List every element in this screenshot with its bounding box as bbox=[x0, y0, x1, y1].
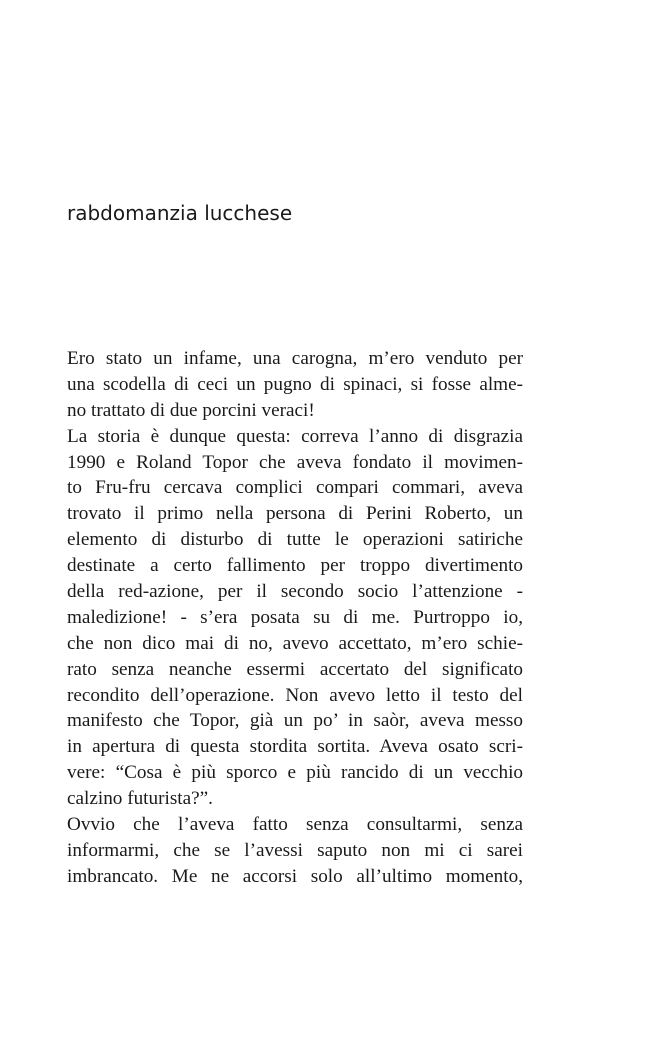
text-line: no trattato di due porcini veraci! bbox=[67, 399, 315, 421]
text-line: recondito dell’operazione. Non avevo letto il testo del bbox=[67, 684, 523, 706]
text-line: della red-azione, per il secondo socio l’attenzione - bbox=[67, 581, 523, 603]
text-line: vere: “Cosa è più sporco e più rancido di un vecchio bbox=[67, 762, 523, 784]
text-line: informarmi, che se l’avessi saputo non mi ci sarei bbox=[67, 839, 523, 861]
text-line: maledizione! - s’era posata su di me. Purtroppo io, bbox=[67, 606, 523, 628]
text-line: trovato il primo nella persona di Perini Roberto, un bbox=[67, 503, 523, 525]
text-line: una scodella di ceci un pugno di spinaci, si fosse alme- bbox=[67, 373, 523, 395]
text-line: Ero stato un infame, una carogna, m’ero venduto per bbox=[67, 348, 523, 369]
text-line: destinate a certo fallimento per troppo divertimento bbox=[67, 555, 523, 577]
text-line: manifesto che Topor, già un po’ in saòr, aveva messo bbox=[67, 710, 523, 732]
text-line: rato senza neanche essermi accertato del significato bbox=[67, 658, 523, 680]
text-line: che non dico mai di no, avevo accettato, m’ero schie- bbox=[67, 632, 523, 654]
text-line: 1990 e Roland Topor che aveva fondato il movimen- bbox=[67, 451, 523, 473]
text-line: to Fru-fru cercava complici compari commari, aveva bbox=[67, 477, 523, 499]
text-line: La storia è dunque questa: correva l’anno di disgrazia bbox=[67, 425, 523, 447]
text-line: imbrancato. Me ne accorsi solo all’ultimo momento, bbox=[67, 865, 523, 887]
text-line: elemento di disturbo di tutte le operazioni satiriche bbox=[67, 529, 523, 551]
text-line: calzino futurista?”. bbox=[67, 788, 213, 810]
chapter-title: rabdomanzia lucchese bbox=[67, 201, 293, 225]
text-line: in apertura di questa stordita sortita. Aveva osato scri- bbox=[67, 736, 523, 758]
body-text bbox=[67, 346, 523, 890]
text-line: Ovvio che l’aveva fatto senza consultarmi, senza bbox=[67, 814, 523, 836]
